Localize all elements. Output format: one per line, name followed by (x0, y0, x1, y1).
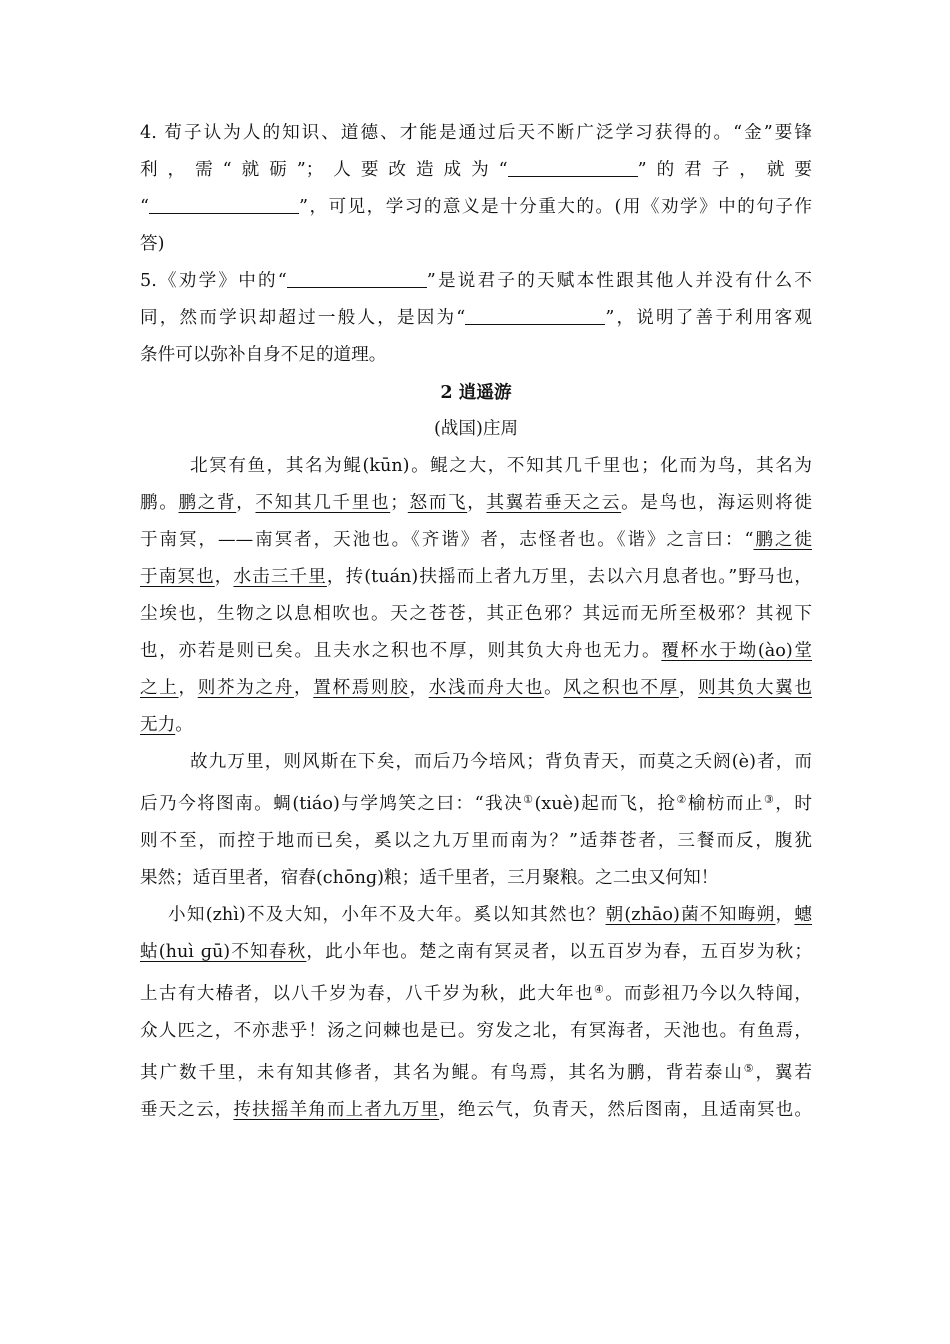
text-span: 鹏。 (140, 493, 179, 513)
text-span: ， (236, 493, 256, 513)
text-span: ，绝云气，负青天，然后图南，且适南冥也。 (439, 1100, 812, 1120)
text-span: 小知(zhì)不及大知，小年不及大年。奚以知其然也？ (168, 905, 606, 925)
text-span: ； (390, 493, 408, 513)
q4-text: ”的君子，就要 (637, 160, 812, 180)
paragraph-2 (140, 744, 812, 897)
underlined-phrase: 水击三千里 (233, 567, 327, 587)
footnote-marker[interactable]: ① (523, 793, 535, 806)
text-span: ，抟(tuán)扶摇而上者九万里，去以六月息者也。”野马也， (326, 567, 812, 587)
text-line (140, 485, 812, 522)
text-line (140, 633, 812, 670)
underlined-phrase: 置杯焉则胶 (313, 678, 410, 698)
q4-text: 利，需“就砺”；人要改造成为“ (140, 160, 508, 180)
answer-blank[interactable] (149, 193, 299, 214)
text-span: ，此小年也。楚之南有冥灵者，以五百岁为春，五百岁为秋； (306, 942, 812, 962)
text-span: 也，亦若是则已矣。且夫水之积也不厚，则其负大舟也无力。 (140, 641, 662, 661)
q4-line-1: 4. 荀子认为人的知识、道德、才能是通过后天不断广泛学习获得的。“金”要锋 (140, 123, 812, 143)
text-span: 其广数千里，未有知其修者，其名为鲲。有鸟焉，其名为鹏，背若泰山 (140, 1063, 744, 1083)
text-span: ， (178, 678, 198, 698)
q5-text: 5.《劝学》中的“ (140, 271, 287, 291)
text-span: ， (409, 678, 429, 698)
text-span: 。是鸟也，海运则将徙 (621, 493, 812, 513)
paragraph-3 (140, 897, 812, 1129)
q5-line-1 (140, 263, 812, 300)
text-span: 后乃今将图南。蜩(tiáo)与学鸠笑之曰：“我决 (140, 794, 524, 814)
question-5 (140, 263, 812, 374)
underlined-phrase: 不知其几千里也 (255, 493, 391, 513)
underlined-phrase: 无力 (140, 715, 176, 735)
text-span: 于南冥，——南冥者，天池也。《齐谐》者，志怪者也。《谐》之言曰：“ (140, 530, 754, 550)
answer-blank[interactable] (287, 267, 427, 288)
text-line: 果然；适百里者，宿舂(chōnɡ)粮；适千里者，三月聚粮。之二虫又何知！ (140, 868, 719, 888)
text-span: ， (293, 678, 314, 698)
underlined-phrase: 蟪 (794, 905, 812, 925)
text-line (140, 559, 812, 596)
underlined-phrase: 怒而飞 (407, 493, 468, 513)
text-line: 北冥有鱼，其名为鲲(kūn)。鲲之大，不知其几千里也；化而为鸟，其名为 (190, 456, 812, 476)
text-span: ， (214, 567, 234, 587)
text-line: 众人匹之，不亦悲乎！汤之问棘也是已。穷发之北，有冥海者，天池也。有鱼焉， (140, 1021, 812, 1041)
answer-blank[interactable] (465, 304, 605, 325)
footnote-marker[interactable]: ③ (763, 793, 776, 806)
text-line (140, 971, 812, 1013)
q5-line-3: 条件可以弥补自身不足的道理。 (140, 345, 387, 365)
text-span: 。 (175, 715, 193, 735)
question-4 (140, 115, 812, 263)
section-author: (战国)庄周 (433, 419, 519, 439)
underlined-phrase: 水浅而舟大也 (428, 678, 545, 698)
underlined-phrase: 朝(zhāo)菌不知晦朔 (605, 905, 776, 925)
text-span: (xuè)起而飞，抢 (534, 794, 677, 814)
q5-text: ”是说君子的天赋本性跟其他人并没有什么不 (426, 271, 812, 291)
q4-text: “ (140, 197, 149, 217)
text-span: 上古有大椿者，以八千岁为春，八千岁为秋，此大年也 (140, 984, 595, 1004)
underlined-phrase: 风之积也不厚 (563, 678, 679, 698)
text-span: ， (467, 493, 487, 513)
text-line (140, 1092, 812, 1129)
q4-line-4: 答) (140, 234, 165, 254)
underlined-phrase: 抟扶摇羊角而上者九万里 (233, 1100, 440, 1120)
text-span: ， (775, 905, 795, 925)
underlined-phrase: 覆杯水于坳(ào)堂 (661, 641, 812, 661)
answer-blank[interactable] (508, 156, 638, 177)
text-line (140, 897, 812, 934)
text-line (140, 707, 812, 744)
text-line: 尘埃也，生物之以息相吹也。天之苍苍，其正色邪？其远而无所至极邪？其视下 (140, 604, 812, 624)
footnote-marker[interactable]: ⑤ (743, 1062, 756, 1075)
document-page (140, 115, 812, 1129)
footnote-marker[interactable]: ② (676, 793, 688, 806)
text-line: 故九万里，则风斯在下矣，而后乃今培风；背负青天，而莫之夭阏(è)者，而 (190, 752, 812, 772)
underlined-phrase: 蛄(huì ɡū)不知春秋 (140, 942, 307, 962)
underlined-phrase: 则芥为之舟 (197, 678, 294, 698)
q5-text: 同，然而学识却超过一般人，是因为“ (140, 308, 466, 328)
text-span: ， (678, 678, 699, 698)
q4-line-3 (140, 189, 812, 226)
paragraph-1 (140, 448, 812, 744)
section-title: 2 逍遥游 (440, 382, 512, 403)
text-span: 榆枋而止 (687, 794, 764, 814)
q4-text: ”，可见，学习的意义是十分重大的。(用《劝学》中的句子作 (299, 197, 812, 217)
text-line (140, 781, 812, 823)
text-span: ，翼若 (755, 1063, 812, 1083)
q5-line-2 (140, 300, 812, 337)
underlined-phrase: 其翼若垂天之云 (486, 493, 622, 513)
text-line (140, 522, 812, 559)
q4-line-2 (140, 152, 812, 189)
text-span: 。 (544, 678, 564, 698)
underlined-phrase: 于南冥也 (140, 567, 215, 587)
text-line (140, 934, 812, 971)
text-span: ，时 (775, 794, 812, 814)
underlined-phrase: 之上 (140, 678, 179, 698)
footnote-marker[interactable]: ④ (594, 983, 606, 996)
q5-text: ”，说明了善于利用客观 (605, 308, 813, 328)
text-line (140, 1050, 812, 1092)
text-line (140, 670, 812, 707)
text-span: 。而彭祖乃今以久特闻， (605, 984, 812, 1004)
text-span: 垂天之云， (140, 1100, 234, 1120)
underlined-phrase: 鹏之背 (178, 493, 237, 513)
underlined-phrase: 则其负大翼也 (698, 678, 812, 698)
underlined-phrase: 鹏之徙 (753, 530, 812, 550)
text-line: 则不至，而控于地而已矣，奚以之九万里而南为？”适莽苍者，三餐而反，腹犹 (140, 831, 812, 851)
